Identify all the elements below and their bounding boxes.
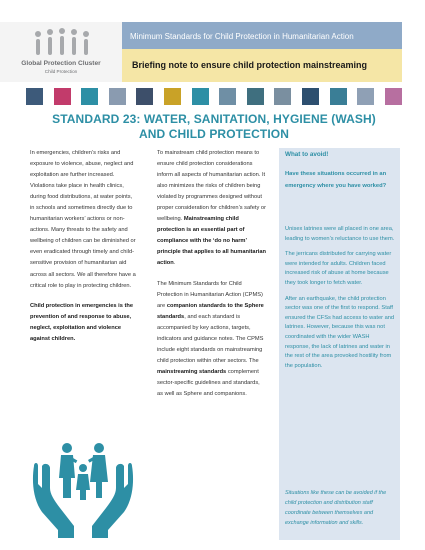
column-middle bbox=[157, 148, 267, 409]
series-banner bbox=[122, 22, 402, 49]
what-to-avoid-box bbox=[279, 148, 400, 540]
sidebar-footer: Situations like these can be avoided if the child protection and distribution staff coordinate between themselves and exchange information and skills. bbox=[285, 490, 387, 526]
do-no-harm-text: Mainstreaming child protection is an essential part of compliance with the ‘do no harm’ principle that applies to all humanitarian action bbox=[157, 216, 267, 267]
color-square bbox=[274, 88, 291, 105]
column-left bbox=[30, 148, 136, 354]
color-strip bbox=[26, 88, 402, 105]
cpms-text-c: , and each standard is accompanied by key actions, targets, indicators and guidance notes. The CPMS include eight standards on mainstreaming child protection within other sectors. The bbox=[157, 313, 264, 364]
mainstreaming-standards-text: mainstreaming standards bbox=[157, 368, 227, 375]
definition-paragraph bbox=[30, 301, 136, 345]
mainstreaming-text: To mainstream child protection means to ensure child protection considerations inform all aspects of humanitarian action. It also minimizes the risks of children being violated by programmes designed without proper consideration for children’s safety or wellbeing. bbox=[157, 150, 266, 223]
color-square bbox=[330, 88, 347, 105]
cpms-text-a: The Minimum Standards for Child Protection in Humanitarian Action (CPMS) are bbox=[157, 280, 263, 309]
logo-subtitle: Child Protection bbox=[44, 69, 78, 74]
definition-text: Child protection in emergencies is the prevention of and response to abuse, neglect, exploitation and violence against children. bbox=[30, 302, 134, 342]
standard-title-line1: STANDARD 23: WATER, SANITATION, HYGIENE (WASH) bbox=[52, 112, 376, 126]
note-title: Briefing note to ensure child protection mainstreaming bbox=[132, 60, 368, 70]
cluster-figures-icon bbox=[30, 28, 94, 58]
standard-title bbox=[18, 112, 410, 142]
color-square bbox=[81, 88, 98, 105]
companion-standards-text: companion standards to the Sphere standards bbox=[157, 302, 264, 320]
color-square bbox=[357, 88, 374, 105]
example-earthquake: After an earthquake, the child protection sector was one of the first to respond. Staff ensured the CFSs had access to water and latrines. However, because this was not coordinated with the wider WASH response, the lack of latrines and water in the rest of the area provoked hostility from the population. bbox=[285, 295, 395, 369]
sidebar-heading: What to avoid! bbox=[285, 151, 329, 158]
color-square bbox=[109, 88, 126, 105]
color-square bbox=[164, 88, 181, 105]
sidebar-examples bbox=[285, 225, 396, 377]
family-hands-illustration bbox=[30, 438, 136, 542]
logo-title: Global Protection Cluster bbox=[21, 60, 101, 67]
color-square bbox=[26, 88, 43, 105]
sidebar-question: Have these situations occurred in an emergency where you have worked? bbox=[285, 171, 387, 189]
color-square bbox=[192, 88, 209, 105]
color-square bbox=[136, 88, 153, 105]
mainstreaming-paragraph bbox=[157, 148, 267, 270]
cpms-text-e: complement sector-specific guidelines and standards, as well as Sphere and companions. bbox=[157, 368, 260, 397]
example-jerricans: The jerricans distributed for carrying water were intended for adults. Children faced increased risk of abuse at home because they took longer to fetch water. bbox=[285, 251, 392, 286]
color-square bbox=[219, 88, 236, 105]
color-square bbox=[302, 88, 319, 105]
series-title: Minimum Standards for Child Protection in Humanitarian Action bbox=[130, 32, 354, 41]
color-square bbox=[247, 88, 264, 105]
intro-paragraph: In emergencies, children’s risks and exposure to violence, abuse, neglect and exploitation are further increased. Violations take place in health clinics, during food distributions, at water points, in schools and sometimes directly due to humanitarian workers’ actions or non-actions. Many threats to the safety and wellbeing of children can be diminished or even eradicated through timely and child-sensitive provision of humanitarian aid across all sectors. We all therefore have a critical role to play in protecting children. bbox=[30, 150, 136, 289]
cpms-paragraph bbox=[157, 279, 267, 401]
standard-title-line2: AND CHILD PROTECTION bbox=[139, 127, 289, 141]
example-latrines: Unisex latrines were all placed in one area, leading to women’s reluctance to use them. bbox=[285, 226, 395, 242]
color-square bbox=[385, 88, 402, 105]
note-banner bbox=[122, 49, 402, 82]
color-square bbox=[54, 88, 71, 105]
period: . bbox=[173, 260, 176, 267]
logo bbox=[0, 22, 122, 82]
